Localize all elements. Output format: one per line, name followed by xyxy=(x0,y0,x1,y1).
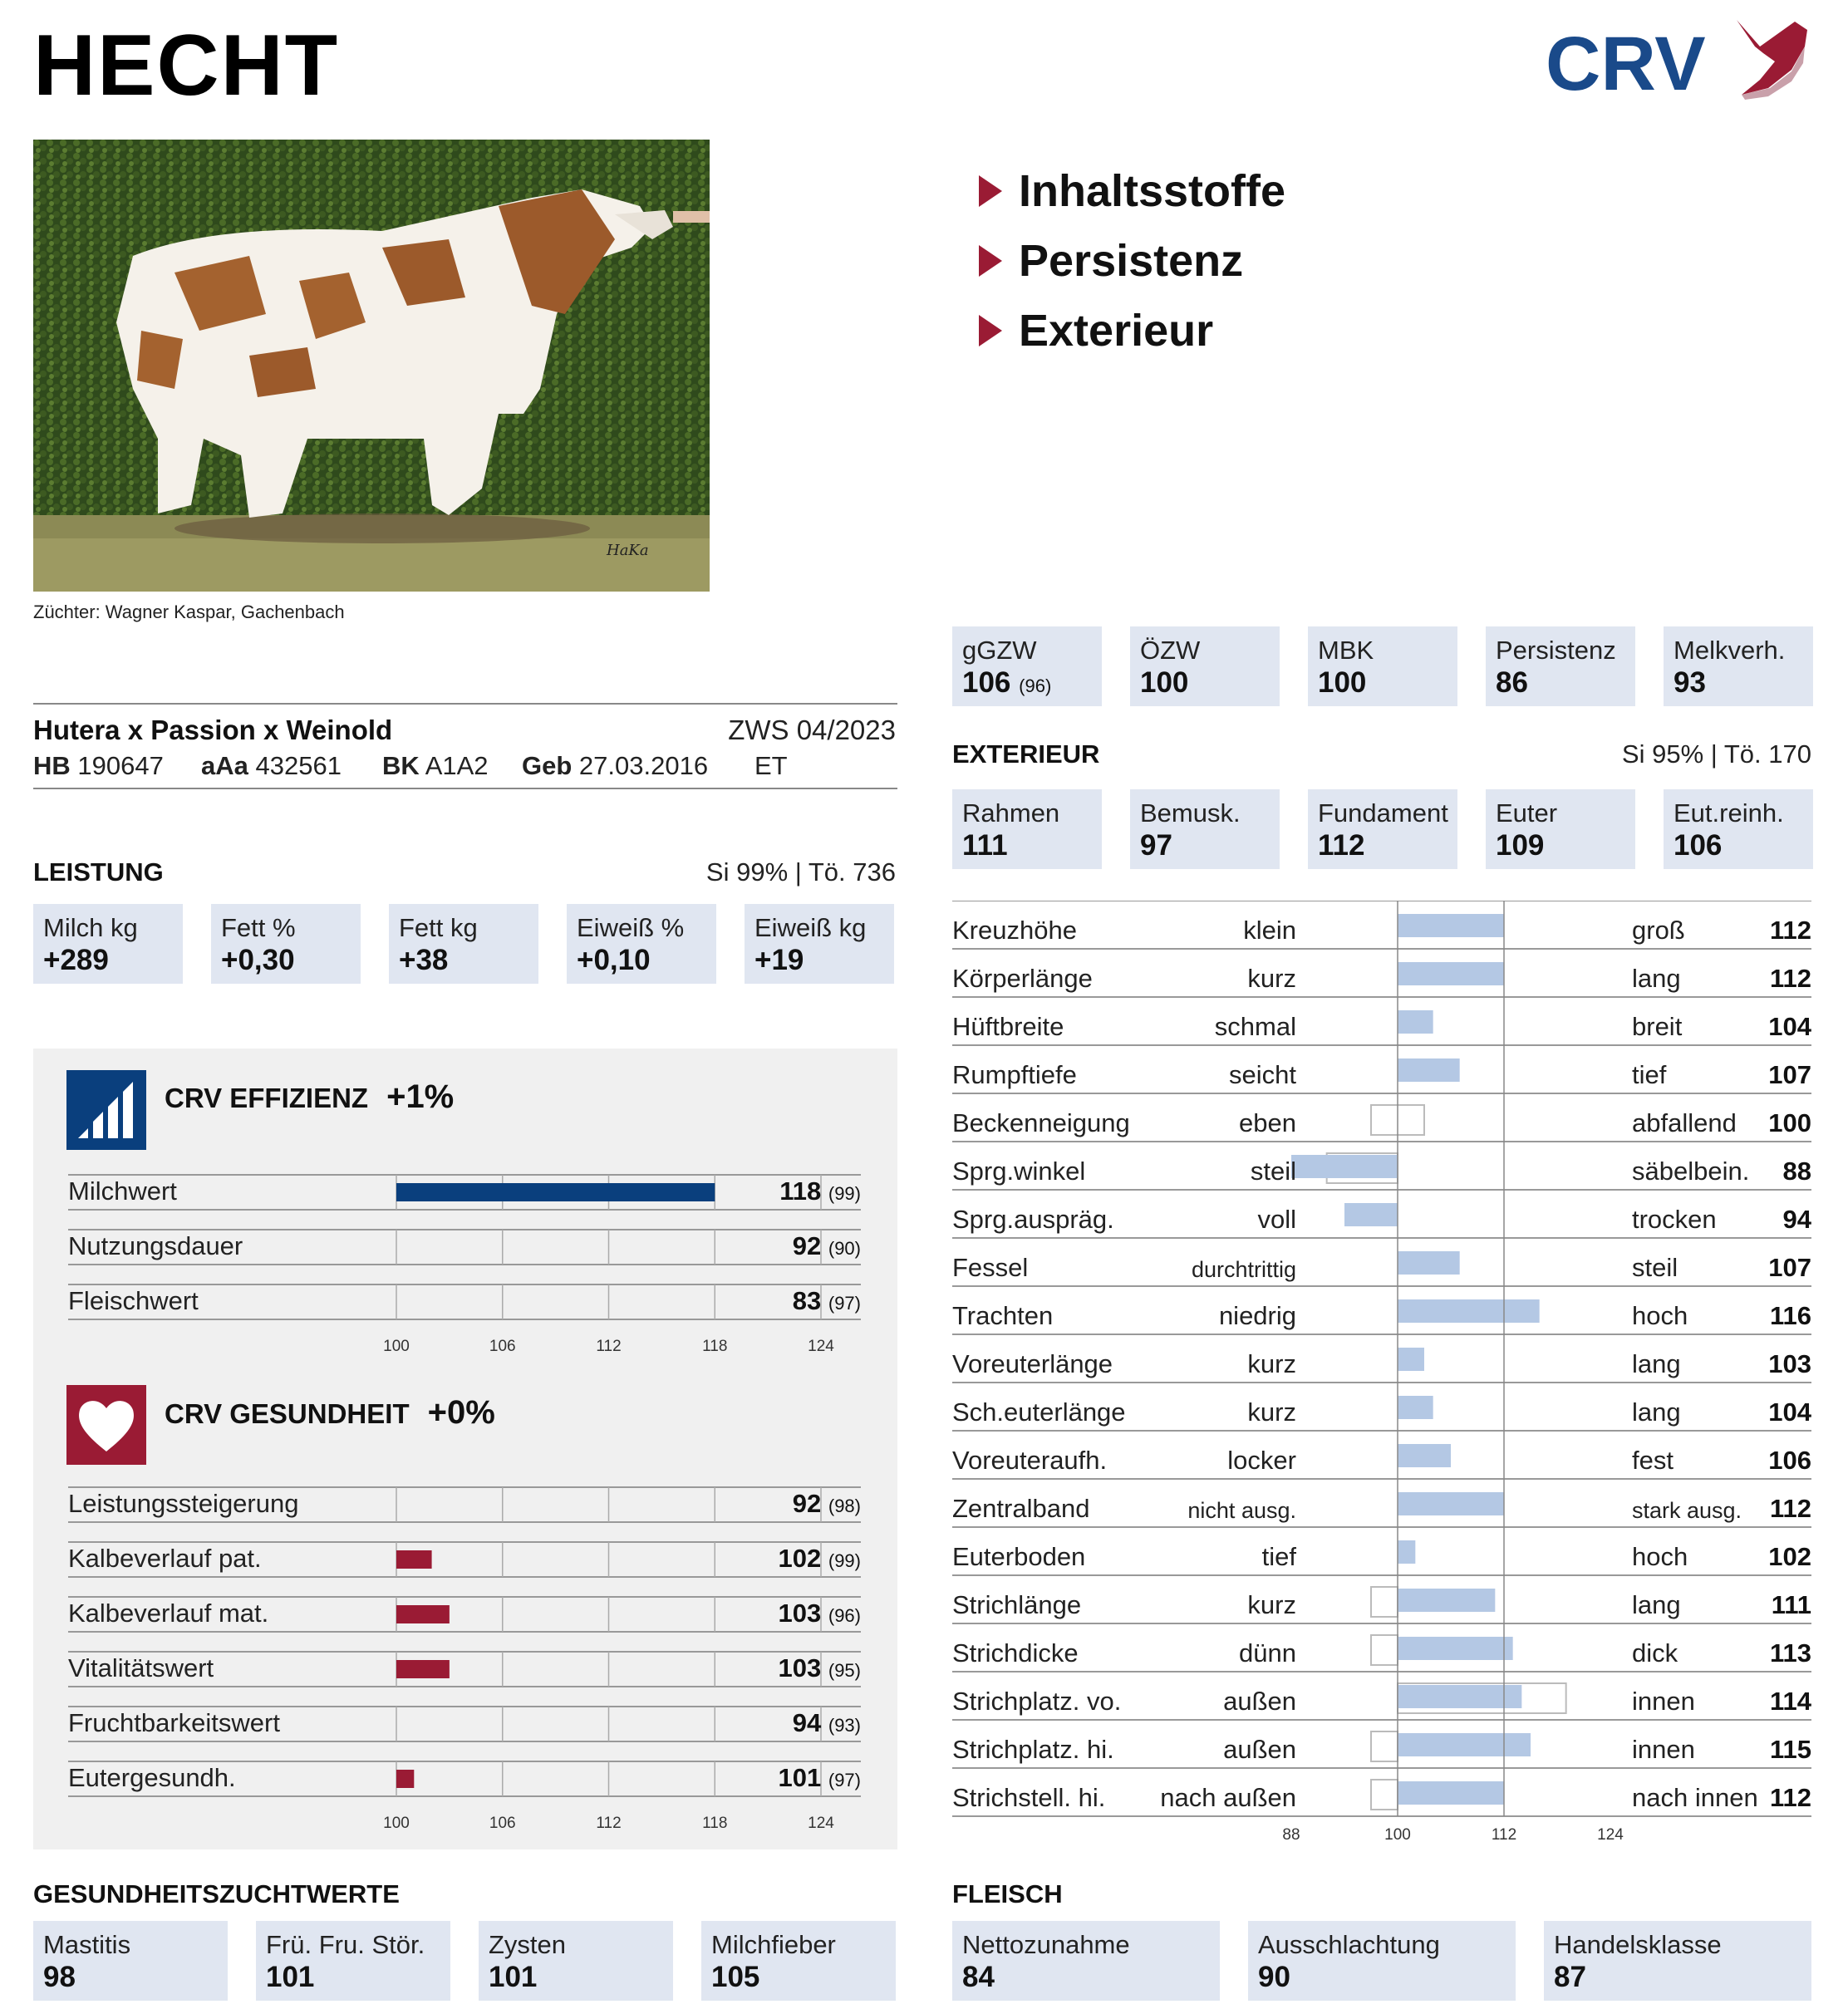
tile-value xyxy=(711,1961,886,1994)
tile-label: Euter xyxy=(1496,798,1558,828)
exterieur-row xyxy=(952,1768,1811,1816)
exterieur-row xyxy=(952,997,1811,1045)
tile-value xyxy=(962,829,1092,862)
trait-low-pole: dünn xyxy=(1239,1638,1296,1668)
index-reliability: (97) xyxy=(828,1770,861,1790)
tile-number: 109 xyxy=(1496,829,1545,862)
trait-name: Voreuterlänge xyxy=(952,1349,1113,1378)
trait-low-pole: eben xyxy=(1239,1108,1296,1137)
value-tile xyxy=(1308,626,1457,706)
trait-value: 112 xyxy=(1769,1494,1811,1523)
index-row xyxy=(68,1707,861,1740)
gesundheit-title: CRV GESUNDHEIT +0% xyxy=(165,1394,495,1431)
aaa-label: aAa xyxy=(201,751,248,780)
axis-tick-label: 106 xyxy=(489,1338,516,1355)
trait-low-pole: kurz xyxy=(1247,1349,1296,1378)
trait-value: 104 xyxy=(1768,1397,1811,1427)
index-reliability: (98) xyxy=(828,1496,861,1516)
value-tile xyxy=(211,904,361,984)
tile-label: Fett kg xyxy=(399,913,478,942)
value-tile xyxy=(701,1921,896,2001)
tile-number: 105 xyxy=(711,1961,760,1993)
trait-name: Sprg.auspräg. xyxy=(952,1205,1114,1234)
trait-name: Kreuzhöhe xyxy=(952,916,1077,945)
value-tile xyxy=(1486,626,1635,706)
triangle-bullet-icon xyxy=(979,175,1002,207)
trait-high-pole: stark ausg. xyxy=(1632,1498,1742,1523)
effizienz-title: CRV EFFIZIENZ +1% xyxy=(165,1078,455,1115)
trait-low-pole: voll xyxy=(1257,1205,1296,1234)
heart-icon xyxy=(66,1385,146,1465)
tile-value xyxy=(1674,829,1803,862)
tile-number: 106 xyxy=(1674,829,1723,862)
exterieur-row xyxy=(952,949,1811,997)
bk-code: A1A2 xyxy=(425,751,489,780)
axis-tick-label: 124 xyxy=(808,1338,834,1355)
exterieur-row xyxy=(952,1527,1811,1575)
index-label: Fruchtbarkeitswert xyxy=(68,1708,280,1737)
divider xyxy=(33,703,897,705)
axis-tick-label: 100 xyxy=(383,1338,410,1355)
exterieur-row xyxy=(952,1575,1811,1623)
fleisch-title: FLEISCH xyxy=(952,1879,1063,1908)
trait-name: Strichstell. hi. xyxy=(952,1783,1106,1812)
exterieur-row xyxy=(952,1431,1811,1479)
trait-high-pole: steil xyxy=(1632,1253,1678,1282)
tile-number: 100 xyxy=(1140,666,1189,699)
trait-low-pole: klein xyxy=(1243,916,1296,945)
breeder-caption: Züchter: Wagner Kaspar, Gachenbach xyxy=(33,602,345,622)
index-reliability: (90) xyxy=(828,1238,861,1259)
exterieur-row xyxy=(952,1045,1811,1093)
tile-number: 86 xyxy=(1496,666,1528,699)
index-value xyxy=(779,1544,861,1574)
trait-low-pole: steil xyxy=(1250,1157,1296,1186)
index-number: 118 xyxy=(779,1176,822,1206)
axis-tick-label: 112 xyxy=(596,1338,622,1355)
trait-name: Strichdicke xyxy=(952,1638,1079,1668)
trait-name: Sch.euterlänge xyxy=(952,1397,1126,1427)
value-tile xyxy=(952,789,1102,869)
index-label: Eutergesundh. xyxy=(68,1763,236,1792)
exterieur-row xyxy=(952,1672,1811,1720)
tile-value xyxy=(1674,666,1803,700)
tile-reliability: (96) xyxy=(1019,675,1052,696)
tile-number: +289 xyxy=(43,944,109,976)
index-reliability: (99) xyxy=(828,1183,861,1204)
axis-tick-label: 124 xyxy=(808,1815,834,1832)
exterieur-meta: Si 95% | Tö. 170 xyxy=(1621,739,1811,769)
trait-high-pole: abfallend xyxy=(1632,1108,1737,1137)
tile-number: 100 xyxy=(1318,666,1367,699)
exterieur-row xyxy=(952,1286,1811,1334)
index-label: Milchwert xyxy=(68,1176,177,1206)
axis-tick-label: 118 xyxy=(702,1338,728,1355)
exterieur-row xyxy=(952,1142,1811,1190)
tile-label: MBK xyxy=(1318,636,1374,665)
trait-name: Rumpftiefe xyxy=(952,1060,1077,1089)
trait-value: 88 xyxy=(1782,1157,1811,1186)
trait-value: 114 xyxy=(1769,1687,1811,1716)
id-line xyxy=(33,751,897,784)
index-value xyxy=(793,1286,861,1316)
index-row xyxy=(68,1487,861,1520)
tile-value xyxy=(43,944,173,977)
index-number: 103 xyxy=(778,1599,822,1628)
axis-tick-label: 112 xyxy=(596,1815,622,1832)
axis-tick-label: 106 xyxy=(489,1815,516,1832)
trait-low-pole: niedrig xyxy=(1218,1301,1296,1330)
zws-date: ZWS 04/2023 xyxy=(728,715,896,745)
tile-value xyxy=(962,1961,1210,1994)
value-tile xyxy=(1544,1921,1811,2001)
trait-high-pole: trocken xyxy=(1632,1205,1717,1234)
tile-label: Zysten xyxy=(489,1930,567,1959)
trait-value: 116 xyxy=(1769,1301,1811,1330)
tile-value xyxy=(1258,1961,1506,1994)
tile-value xyxy=(1140,666,1270,700)
crv-logo xyxy=(1546,13,1811,105)
bull-photo xyxy=(33,140,710,592)
axis-tick-label: 88 xyxy=(1282,1826,1300,1844)
exterieur-row xyxy=(952,1334,1811,1383)
index-value xyxy=(793,1489,861,1519)
axis-tick-label: 100 xyxy=(1384,1826,1411,1844)
tile-number: 98 xyxy=(43,1961,76,1993)
index-label: Kalbeverlauf pat. xyxy=(68,1544,262,1573)
tile-label: Ausschlachtung xyxy=(1258,1930,1440,1959)
tile-number: 84 xyxy=(962,1961,995,1993)
index-row xyxy=(68,1284,861,1318)
index-reliability: (96) xyxy=(828,1605,861,1626)
trait-value: 102 xyxy=(1768,1542,1811,1571)
leistung-title: LEISTUNG xyxy=(33,857,164,887)
index-number: 102 xyxy=(778,1544,822,1573)
tile-number: 112 xyxy=(1318,829,1365,862)
index-row xyxy=(68,1597,861,1630)
tile-value xyxy=(962,666,1092,703)
trait-low-pole: tief xyxy=(1261,1542,1296,1571)
tile-number: 106 xyxy=(962,666,1011,699)
trait-low-pole: nicht ausg. xyxy=(1187,1498,1296,1523)
trait-low-pole: außen xyxy=(1223,1735,1296,1764)
value-tile xyxy=(1130,789,1280,869)
index-value xyxy=(793,1231,861,1261)
exterieur-row xyxy=(952,1623,1811,1672)
tile-value xyxy=(489,1961,663,1994)
trait-low-pole: locker xyxy=(1227,1446,1296,1475)
leistung-meta: Si 99% | Tö. 736 xyxy=(705,857,896,887)
trait-value: 112 xyxy=(1769,916,1811,945)
tile-label: Eiweiß kg xyxy=(754,913,867,942)
et-flag: ET xyxy=(754,751,788,780)
index-row xyxy=(68,1542,861,1575)
value-tile xyxy=(567,904,716,984)
trait-high-pole: lang xyxy=(1632,1397,1681,1427)
value-tile xyxy=(389,904,538,984)
tile-number: 90 xyxy=(1258,1961,1290,1993)
tile-label: Melkverh. xyxy=(1674,636,1786,665)
trait-name: Strichlänge xyxy=(952,1590,1082,1619)
index-reliability: (93) xyxy=(828,1715,861,1736)
trait-low-pole: schmal xyxy=(1214,1012,1296,1041)
tile-label: Milch kg xyxy=(43,913,138,942)
trait-high-pole: lang xyxy=(1632,1590,1681,1619)
value-tile xyxy=(1664,626,1813,706)
index-number: 83 xyxy=(792,1286,822,1315)
bk-label: BK xyxy=(382,751,420,780)
index-value xyxy=(779,1653,861,1683)
tile-value xyxy=(1318,666,1447,700)
tile-label: Handelsklasse xyxy=(1554,1930,1722,1959)
value-tile xyxy=(952,626,1102,706)
trait-high-pole: groß xyxy=(1632,916,1685,945)
tile-label: Frü. Fru. Stör. xyxy=(266,1930,425,1959)
index-value xyxy=(779,1176,861,1206)
value-tile xyxy=(33,904,183,984)
exterieur-title: EXTERIEUR xyxy=(952,739,1100,769)
feature-item: Persistenz xyxy=(979,226,1285,296)
value-tile xyxy=(256,1921,450,2001)
trait-value: 106 xyxy=(1768,1446,1811,1475)
tile-number: 101 xyxy=(266,1961,315,1993)
index-label: Leistungssteigerung xyxy=(68,1489,299,1518)
tile-value xyxy=(1554,1961,1801,1994)
trait-value: 111 xyxy=(1771,1590,1811,1619)
tile-value xyxy=(577,944,706,977)
trait-name: Beckenneigung xyxy=(952,1108,1130,1137)
trait-high-pole: lang xyxy=(1632,1349,1681,1378)
tile-label: Eut.reinh. xyxy=(1674,798,1784,828)
index-number: 103 xyxy=(778,1653,822,1682)
trait-name: Fessel xyxy=(952,1253,1029,1282)
index-label: Nutzungsdauer xyxy=(68,1231,243,1260)
trait-low-pole: kurz xyxy=(1247,964,1296,993)
exterieur-row xyxy=(952,1093,1811,1142)
index-row xyxy=(68,1230,861,1263)
index-row xyxy=(68,1652,861,1685)
index-reliability: (95) xyxy=(828,1660,861,1681)
index-reliability: (99) xyxy=(828,1550,861,1571)
tile-number: +38 xyxy=(399,944,449,976)
value-tile xyxy=(745,904,894,984)
crv-logo-text: CRV xyxy=(1546,22,1706,105)
index-value xyxy=(793,1708,861,1738)
value-tile xyxy=(1486,789,1635,869)
tile-label: Eiweiß % xyxy=(577,913,685,942)
trait-low-pole: seicht xyxy=(1229,1060,1296,1089)
trait-low-pole: durchtrittig xyxy=(1191,1257,1296,1282)
tile-value xyxy=(1496,829,1625,862)
value-tile xyxy=(1664,789,1813,869)
tile-value xyxy=(1496,666,1625,700)
exterieur-row xyxy=(952,1238,1811,1286)
tile-value xyxy=(1140,829,1270,862)
trait-low-pole: außen xyxy=(1223,1687,1296,1716)
tile-number: +19 xyxy=(754,944,804,976)
geb-label: Geb xyxy=(522,751,573,780)
tile-number: +0,10 xyxy=(577,944,651,976)
index-number: 92 xyxy=(792,1231,822,1260)
index-row xyxy=(68,1761,861,1795)
pedigree-line: Hutera x Passion x Weinold xyxy=(33,715,393,745)
trait-name: Strichplatz. vo. xyxy=(952,1687,1122,1716)
trait-high-pole: hoch xyxy=(1632,1301,1688,1330)
value-tile xyxy=(479,1921,673,2001)
birth-date: 27.03.2016 xyxy=(578,751,709,780)
tile-label: Persistenz xyxy=(1496,636,1616,665)
trait-high-pole: breit xyxy=(1632,1012,1683,1041)
gesundheit-pct: +0% xyxy=(427,1394,495,1431)
exterieur-row xyxy=(952,1720,1811,1768)
tile-number: 97 xyxy=(1140,829,1172,862)
axis-tick-label: 100 xyxy=(383,1815,410,1832)
tile-number: 93 xyxy=(1674,666,1706,699)
trait-high-pole: dick xyxy=(1632,1638,1678,1668)
trait-name: Euterboden xyxy=(952,1542,1086,1571)
axis-tick-label: 118 xyxy=(702,1815,728,1832)
value-tile xyxy=(1130,626,1280,706)
trait-high-pole: hoch xyxy=(1632,1542,1688,1571)
feature-list xyxy=(979,156,1285,366)
trait-value: 112 xyxy=(1769,964,1811,993)
index-reliability: (97) xyxy=(828,1293,861,1314)
tile-number: +0,30 xyxy=(221,944,295,976)
trait-high-pole: innen xyxy=(1632,1735,1695,1764)
exterieur-row xyxy=(952,1383,1811,1431)
aaa-code: 432561 xyxy=(255,751,342,780)
trait-value: 113 xyxy=(1769,1638,1811,1668)
triangle-bullet-icon xyxy=(979,315,1002,346)
tile-value xyxy=(399,944,528,977)
trait-value: 107 xyxy=(1768,1060,1811,1089)
tile-label: Bemusk. xyxy=(1140,798,1241,828)
trait-name: Zentralband xyxy=(952,1494,1090,1523)
tile-value xyxy=(1318,829,1447,862)
trait-high-pole: säbelbein. xyxy=(1632,1157,1750,1186)
trait-value: 104 xyxy=(1768,1012,1811,1041)
feature-item: Exterieur xyxy=(979,296,1285,366)
trait-value: 94 xyxy=(1782,1205,1811,1234)
tile-value xyxy=(266,1961,440,1994)
tile-number: 101 xyxy=(489,1961,538,1993)
trait-name: Voreuteraufh. xyxy=(952,1446,1108,1475)
axis-tick-label: 124 xyxy=(1597,1826,1624,1844)
trait-high-pole: fest xyxy=(1632,1446,1674,1475)
index-number: 94 xyxy=(792,1708,822,1737)
value-tile xyxy=(1308,789,1457,869)
photo-signature: HaKa xyxy=(607,542,649,559)
index-value xyxy=(779,1763,861,1793)
exterieur-row xyxy=(952,1190,1811,1238)
trait-name: Körperlänge xyxy=(952,964,1093,993)
trait-low-pole: kurz xyxy=(1247,1397,1296,1427)
value-tile xyxy=(952,1921,1220,2001)
trait-name: Strichplatz. hi. xyxy=(952,1735,1114,1764)
tile-label: gGZW xyxy=(962,636,1037,665)
trait-value: 115 xyxy=(1769,1735,1811,1764)
effizienz-pct: +1% xyxy=(386,1078,455,1115)
index-label: Fleischwert xyxy=(68,1286,199,1315)
trait-name: Hüftbreite xyxy=(952,1012,1064,1041)
tile-label: Nettozunahme xyxy=(962,1930,1130,1959)
hb-label: HB xyxy=(33,751,71,780)
index-number: 101 xyxy=(778,1763,822,1792)
trait-high-pole: innen xyxy=(1632,1687,1695,1716)
divider xyxy=(33,788,897,789)
index-number: 92 xyxy=(792,1489,822,1518)
trait-value: 107 xyxy=(1768,1253,1811,1282)
value-tile xyxy=(1248,1921,1516,2001)
tile-value xyxy=(43,1961,218,1994)
index-label: Kalbeverlauf mat. xyxy=(68,1599,269,1628)
index-label: Vitalitätswert xyxy=(68,1653,214,1682)
tile-label: Fundament xyxy=(1318,798,1448,828)
feature-item: Inhaltsstoffe xyxy=(979,156,1285,226)
gesundheitszuchtwerte-title: GESUNDHEITSZUCHTWERTE xyxy=(33,1879,400,1908)
trait-low-pole: kurz xyxy=(1247,1590,1296,1619)
tile-number: 87 xyxy=(1554,1961,1586,1993)
index-row xyxy=(68,1175,861,1208)
trait-low-pole: nach außen xyxy=(1160,1783,1296,1812)
trait-value: 100 xyxy=(1768,1108,1811,1137)
trait-name: Sprg.winkel xyxy=(952,1157,1086,1186)
trait-name: Trachten xyxy=(952,1301,1054,1330)
tile-label: Fett % xyxy=(221,913,296,942)
value-tile xyxy=(33,1921,228,2001)
axis-tick-label: 112 xyxy=(1491,1826,1517,1844)
tile-label: ÖZW xyxy=(1140,636,1201,665)
index-value xyxy=(779,1599,861,1628)
hb-number: 190647 xyxy=(77,751,164,780)
exterieur-row xyxy=(952,1479,1811,1527)
exterieur-row xyxy=(952,901,1811,949)
tile-label: Mastitis xyxy=(43,1930,131,1959)
tile-number: 111 xyxy=(962,829,1008,862)
trait-high-pole: tief xyxy=(1632,1060,1667,1089)
tile-label: Rahmen xyxy=(962,798,1060,828)
trait-value: 103 xyxy=(1768,1349,1811,1378)
tile-value xyxy=(221,944,351,977)
bar-chart-icon xyxy=(66,1070,146,1150)
trait-high-pole: lang xyxy=(1632,964,1681,993)
tile-label: Milchfieber xyxy=(711,1930,836,1959)
triangle-bullet-icon xyxy=(979,245,1002,277)
trait-high-pole: nach innen xyxy=(1632,1783,1758,1812)
trait-value: 112 xyxy=(1769,1783,1811,1812)
tile-value xyxy=(754,944,884,977)
bull-name: HECHT xyxy=(33,17,340,114)
